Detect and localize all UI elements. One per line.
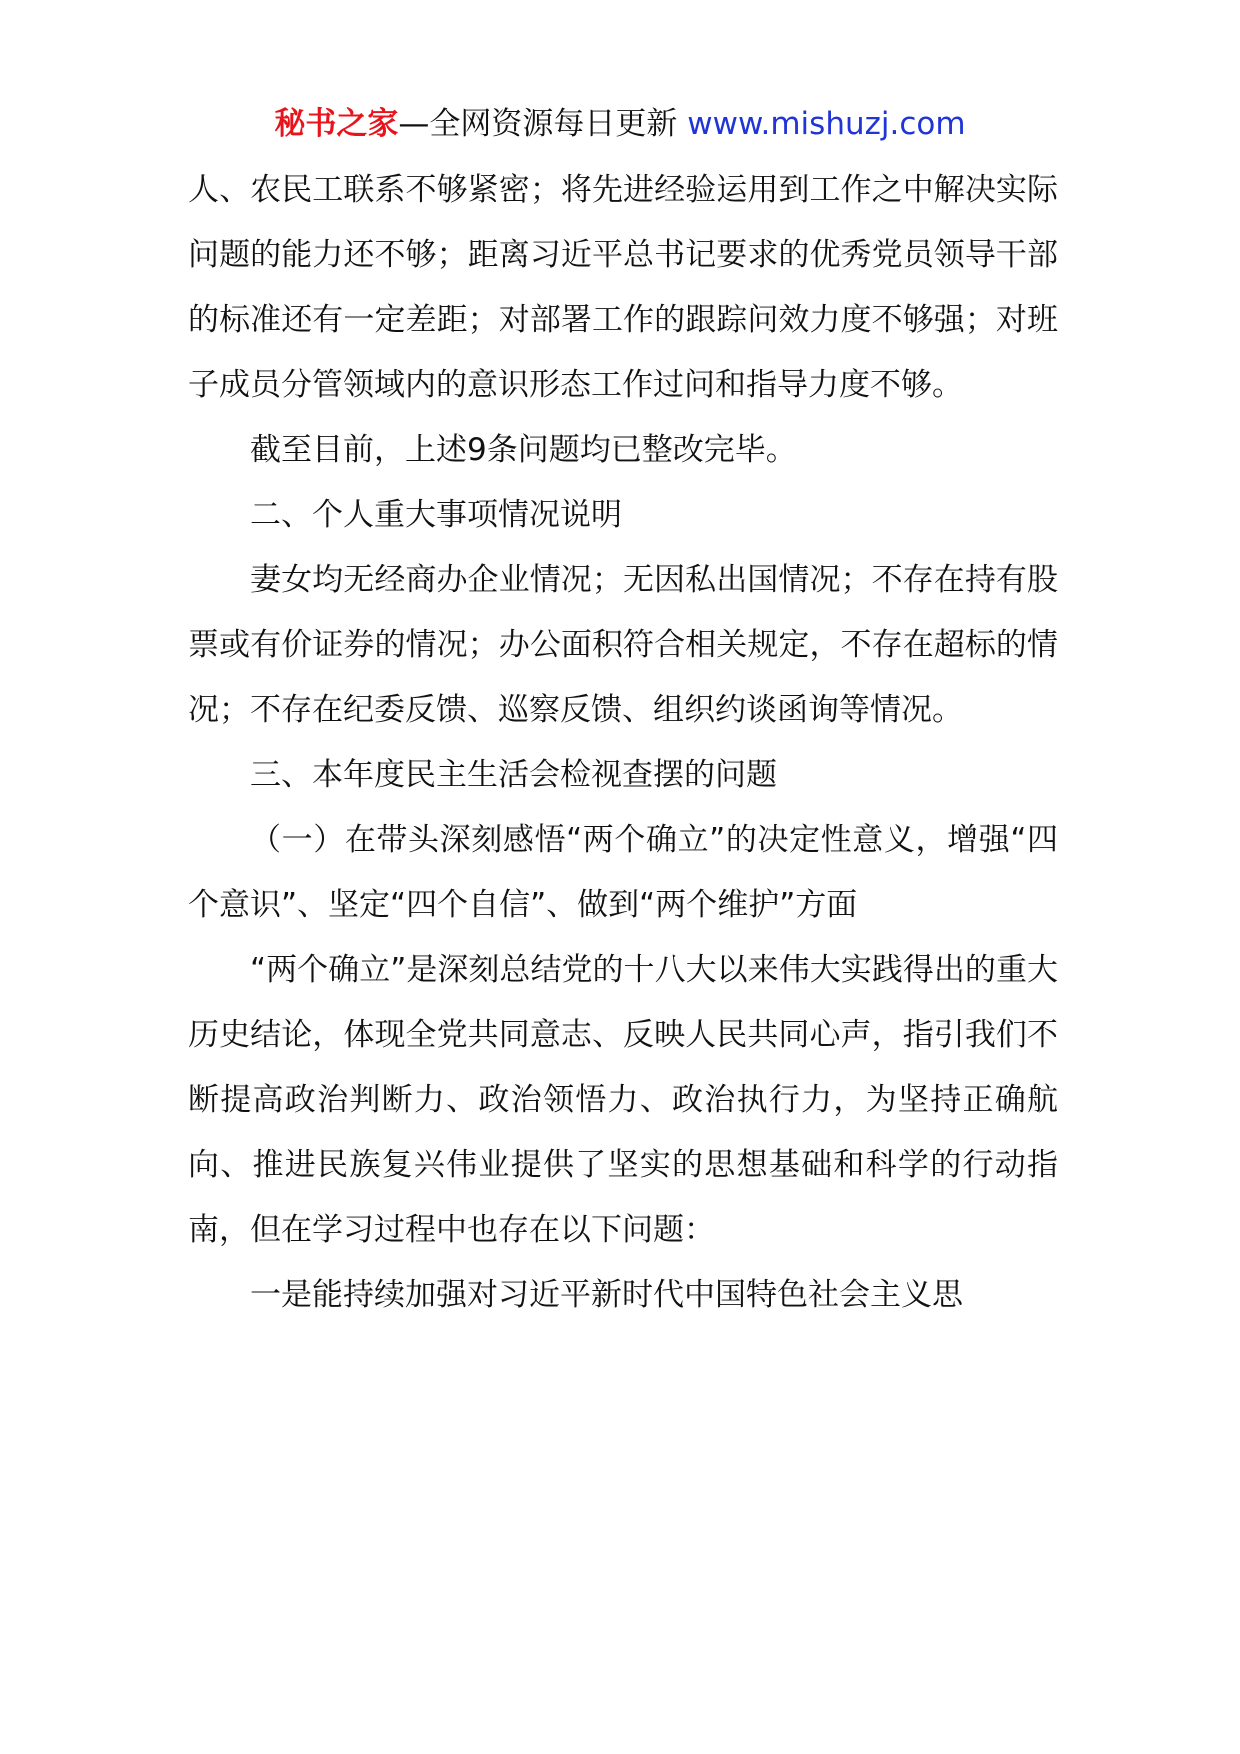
paragraph-point-one: 一是能持续加强对习近平新时代中国特色社会主义思: [250, 1277, 963, 1313]
section-heading-personal-matters: 二、个人重大事项情况说明: [250, 497, 622, 533]
subsection-heading-one: （一）在带头深刻感悟“两个确立”的决定性意义，增强“四个意识”、坚定“四个自信”、做到“两个维护”方面: [188, 822, 1058, 923]
brand-name: 秘书之家: [274, 106, 399, 142]
website-link[interactable]: www.mishuzj.com: [687, 106, 966, 142]
paragraph-personal-matters: 妻女均无经商办企业情况；无因私出国情况；不存在持有股票或有价证券的情况；办公面积符合相关规定，不存在超标的情况；不存在纪委反馈、巡察反馈、组织约谈函询等情况。: [188, 562, 1058, 728]
header-tagline: —全网资源每日更新: [398, 106, 678, 142]
document-body: [188, 158, 1058, 1328]
paragraph-continued: 人、农民工联系不够紧密；将先进经验运用到工作之中解决实际问题的能力还不够；距离习近平总书记要求的优秀党员领导干部的标准还有一定差距；对部署工作的跟踪问效力度不够强；对班子成员分管领域内的意识形态工作过问和指导力度不够。: [188, 172, 1058, 403]
paragraph-rectification-status: 截至目前，上述9条问题均已整改完毕。: [250, 432, 797, 468]
page-header: [0, 100, 1240, 148]
section-heading-problems: 三、本年度民主生活会检视查摆的问题: [250, 757, 777, 793]
paragraph-two-establishments: “两个确立”是深刻总结党的十八大以来伟大实践得出的重大历史结论，体现全党共同意志、反映人民共同心声，指引我们不断提高政治判断力、政治领悟力、政治执行力，为坚持正确航向、推进民族复兴伟业提供了坚实的思想基础和科学的行动指南，但在学习过程中也存在以下问题：: [188, 952, 1058, 1248]
